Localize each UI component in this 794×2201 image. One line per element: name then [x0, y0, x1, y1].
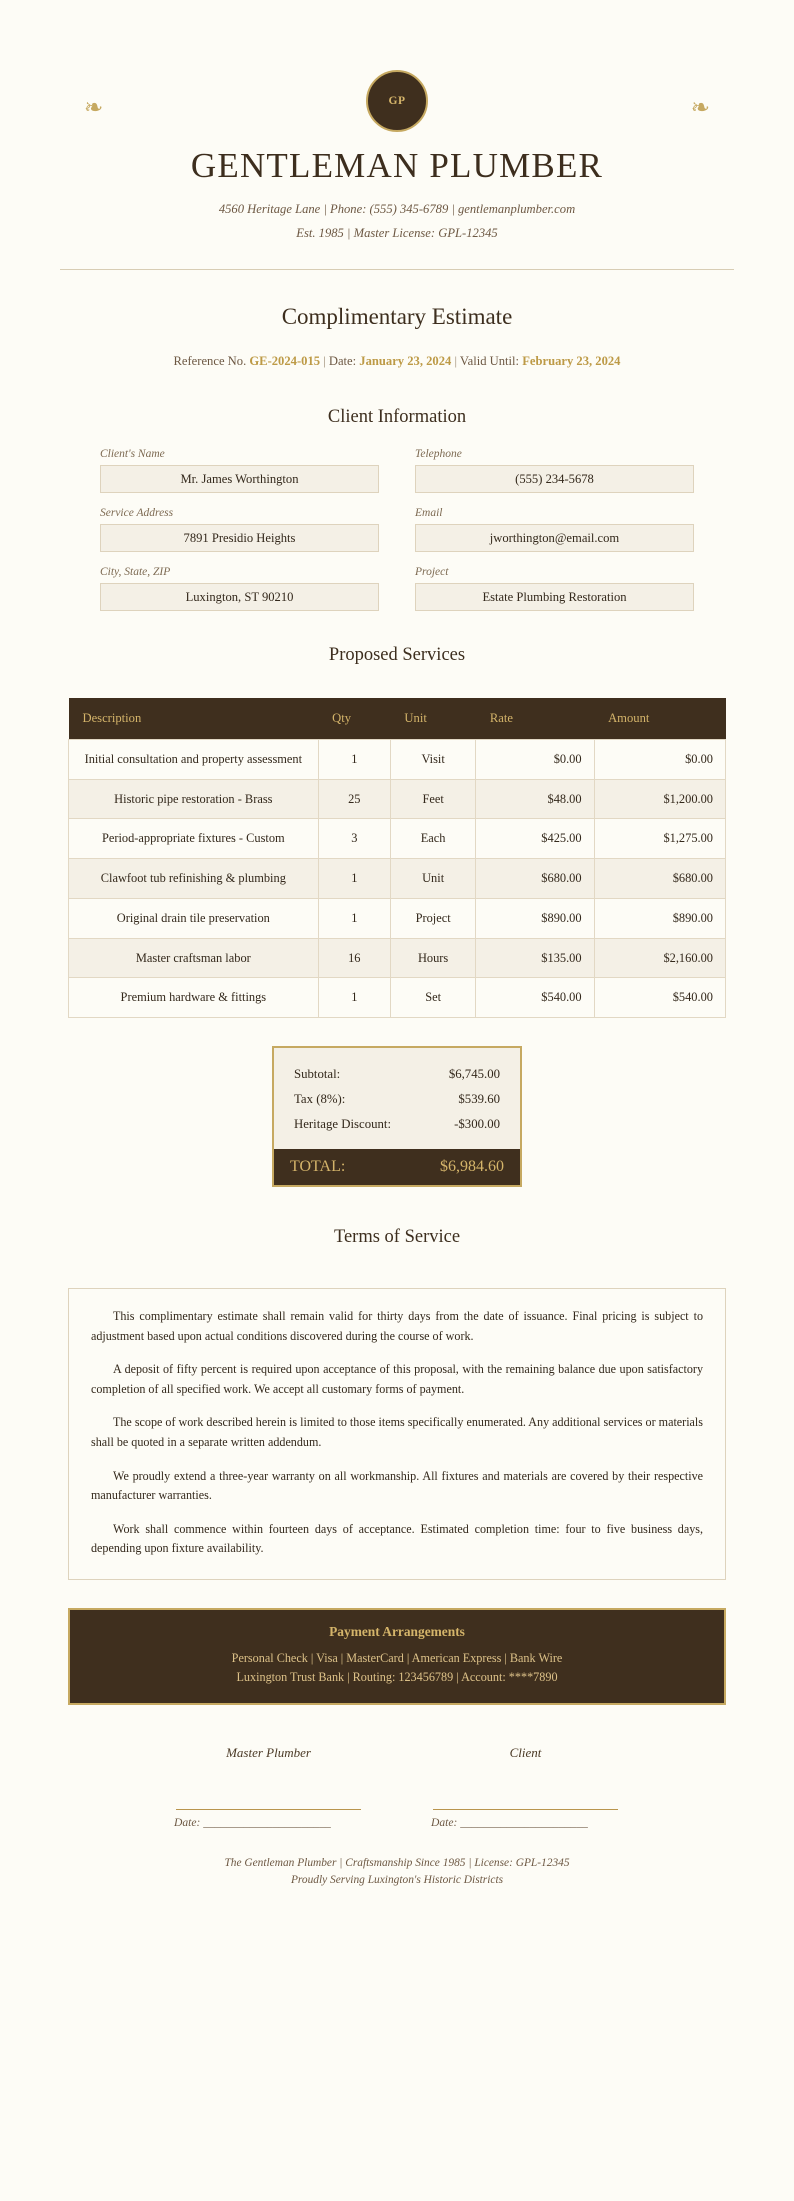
cell-unit: Set	[390, 978, 475, 1018]
cell-amount: $0.00	[594, 740, 725, 780]
cell-rate: $0.00	[476, 740, 594, 780]
signature-block-client	[427, 1745, 624, 1829]
reference-separator-2: |	[451, 353, 460, 368]
services-table-body	[69, 740, 726, 1018]
signature-line[interactable]	[176, 1809, 361, 1810]
totals-row-tax	[294, 1087, 500, 1112]
services-table-head	[69, 698, 726, 740]
grand-total-row	[274, 1149, 520, 1185]
footer-line-2: Proudly Serving Luxington's Historic Districts	[290, 1873, 504, 1886]
client-name-input[interactable]: Mr. James Worthington	[100, 465, 379, 493]
totals-row-subtotal	[294, 1062, 500, 1087]
cell-description: Period-appropriate fixtures - Custom	[69, 819, 319, 859]
proposed-services-heading: Proposed Services	[328, 645, 466, 666]
signature-line[interactable]	[433, 1809, 618, 1810]
client-information-block	[0, 448, 794, 611]
issue-date: January 23, 2024	[359, 353, 452, 368]
terms-paragraph: The scope of work described herein is limited to those items specifically enumerated. Any additional services or materials shall be quoted in a separate written addendum.	[91, 1415, 703, 1450]
column-header-unit: Unit	[390, 698, 475, 740]
reference-label: Reference No.	[173, 353, 250, 368]
signature-role-label: Client	[509, 1744, 542, 1760]
document-title: Complimentary Estimate	[281, 303, 513, 329]
payment-arrangements-title: Payment Arrangements	[329, 1623, 465, 1639]
cell-rate: $48.00	[476, 779, 594, 819]
cell-qty: 16	[318, 938, 390, 978]
cell-qty: 3	[318, 819, 390, 859]
cell-amount: $540.00	[594, 978, 725, 1018]
field-client-name	[100, 448, 379, 493]
cell-amount: $1,275.00	[594, 819, 725, 859]
cell-rate: $425.00	[476, 819, 594, 859]
reference-line	[0, 352, 794, 372]
terms-paragraph: We proudly extend a three-year warranty on all workmanship. All fixtures and materials are covered by their respective manufacturer warranties.	[91, 1468, 703, 1503]
cell-description: Historic pipe restoration - Brass	[69, 779, 319, 819]
discount-value: -$300.00	[454, 1117, 500, 1132]
cell-description: Master craftsman labor	[69, 938, 319, 978]
field-label: City, State, ZIP	[100, 566, 171, 579]
signature-date-field[interactable]: Date: ______________________	[431, 1815, 588, 1829]
cell-description: Initial consultation and property assessment	[69, 740, 319, 780]
document-footer	[0, 1855, 794, 1889]
totals-section	[0, 1046, 794, 1187]
grand-total-label: TOTAL:	[290, 1158, 346, 1176]
valid-until-date: February 23, 2024	[522, 353, 621, 368]
flourish-ornament-left-icon: ❧	[84, 95, 104, 120]
cell-unit: Project	[390, 898, 475, 938]
column-header-amount: Amount	[594, 698, 725, 740]
payment-bank-line: Luxington Trust Bank | Routing: 123456789 | Account: ****7890	[236, 1669, 558, 1684]
cell-qty: 25	[318, 779, 390, 819]
company-name: GENTLEMAN PLUMBER	[190, 146, 604, 185]
field-label: Telephone	[415, 448, 462, 461]
client-information-heading: Client Information	[327, 407, 467, 428]
subtotal-label: Subtotal:	[294, 1067, 341, 1082]
terms-paragraph: A deposit of fifty percent is required upon acceptance of this proposal, with the remaining balance due upon satisfactory completion of all specified work. We accept all customary forms of payment.	[91, 1362, 703, 1396]
footer-line-1: The Gentleman Plumber | Craftsmanship Since 1985 | License: GPL-12345	[224, 1856, 570, 1869]
reference-separator-1: |	[320, 353, 329, 368]
cell-amount: $1,200.00	[594, 779, 725, 819]
cell-rate: $540.00	[476, 978, 594, 1018]
discount-label: Heritage Discount:	[294, 1117, 392, 1132]
table-row	[69, 859, 726, 899]
cell-unit: Hours	[390, 938, 475, 978]
table-row	[69, 898, 726, 938]
field-project	[415, 566, 694, 611]
table-row	[69, 978, 726, 1018]
table-row	[69, 819, 726, 859]
company-crest-logo	[366, 70, 428, 132]
date-label: Date:	[328, 353, 360, 368]
flourish-ornament-right-icon: ❧	[690, 95, 710, 120]
signature-block-master-plumber	[170, 1745, 367, 1829]
cell-rate: $680.00	[476, 859, 594, 899]
cell-unit: Feet	[390, 779, 475, 819]
table-row	[69, 938, 726, 978]
crest-initials: GP	[388, 95, 406, 107]
column-header-rate: Rate	[476, 698, 594, 740]
service-address-input[interactable]: 7891 Presidio Heights	[100, 524, 379, 552]
signature-role-label: Master Plumber	[226, 1744, 311, 1760]
services-table	[68, 698, 726, 1018]
email-input[interactable]: jworthington@email.com	[415, 524, 694, 552]
cell-unit: Visit	[390, 740, 475, 780]
project-input[interactable]: Estate Plumbing Restoration	[415, 583, 694, 611]
city-state-zip-input[interactable]: Luxington, ST 90210	[100, 583, 379, 611]
totals-rows	[274, 1048, 520, 1149]
terms-of-service-heading: Terms of Service	[333, 1227, 461, 1248]
payment-arrangements-box	[68, 1608, 726, 1705]
client-fields-grid	[100, 448, 694, 611]
field-email	[415, 507, 694, 552]
tax-label: Tax (8%):	[294, 1092, 346, 1107]
tax-value: $539.60	[458, 1092, 500, 1107]
terms-paragraph: Work shall commence within fourteen days of acceptance. Estimated completion time: four to five business days, depending upon fixture availability.	[91, 1521, 703, 1556]
terms-box	[68, 1288, 726, 1580]
terms-wrapper	[0, 1288, 794, 1580]
payment-methods-line: Personal Check | Visa | MasterCard | American Express | Bank Wire	[231, 1650, 563, 1665]
document-header	[0, 0, 794, 270]
field-label: Service Address	[100, 507, 174, 520]
services-table-wrapper	[0, 698, 794, 1018]
signature-date-field[interactable]: Date: ______________________	[174, 1815, 331, 1829]
field-label: Email	[415, 507, 443, 520]
cell-amount: $2,160.00	[594, 938, 725, 978]
field-label: Client's Name	[100, 448, 165, 461]
subtotal-value: $6,745.00	[448, 1067, 500, 1082]
reference-number: GE-2024-015	[249, 353, 321, 368]
table-row	[69, 740, 726, 780]
signature-section	[0, 1745, 794, 1829]
field-service-address	[100, 507, 379, 552]
header-divider	[60, 269, 734, 270]
valid-until-label: Valid Until:	[459, 353, 523, 368]
field-telephone	[415, 448, 694, 493]
totals-row-discount	[294, 1112, 500, 1137]
field-city-state-zip	[100, 566, 379, 611]
cell-description: Original drain tile preservation	[69, 898, 319, 938]
column-header-description: Description	[69, 698, 319, 740]
table-row	[69, 779, 726, 819]
cell-qty: 1	[318, 898, 390, 938]
cell-rate: $890.00	[476, 898, 594, 938]
company-license-line: Est. 1985 | Master License: GPL-12345	[296, 226, 498, 241]
field-label: Project	[415, 566, 449, 579]
telephone-input[interactable]: (555) 234-5678	[415, 465, 694, 493]
company-contact-line: 4560 Heritage Lane | Phone: (555) 345-6789 | gentlemanplumber.com	[218, 202, 576, 216]
cell-description: Premium hardware & fittings	[69, 978, 319, 1018]
cell-qty: 1	[318, 978, 390, 1018]
cell-qty: 1	[318, 740, 390, 780]
totals-box	[272, 1046, 522, 1187]
cell-amount: $890.00	[594, 898, 725, 938]
cell-rate: $135.00	[476, 938, 594, 978]
terms-paragraph: This complimentary estimate shall remain valid for thirty days from the date of issuance. Final pricing is subject to adjustment based upon actual conditions discovered during the course of work.	[91, 1309, 703, 1343]
cell-amount: $680.00	[594, 859, 725, 899]
cell-unit: Unit	[390, 859, 475, 899]
table-header-row	[69, 698, 726, 740]
column-header-qty: Qty	[318, 698, 390, 740]
cell-qty: 1	[318, 859, 390, 899]
cell-description: Clawfoot tub refinishing & plumbing	[69, 859, 319, 899]
grand-total-value: $6,984.60	[440, 1158, 504, 1176]
cell-unit: Each	[390, 819, 475, 859]
